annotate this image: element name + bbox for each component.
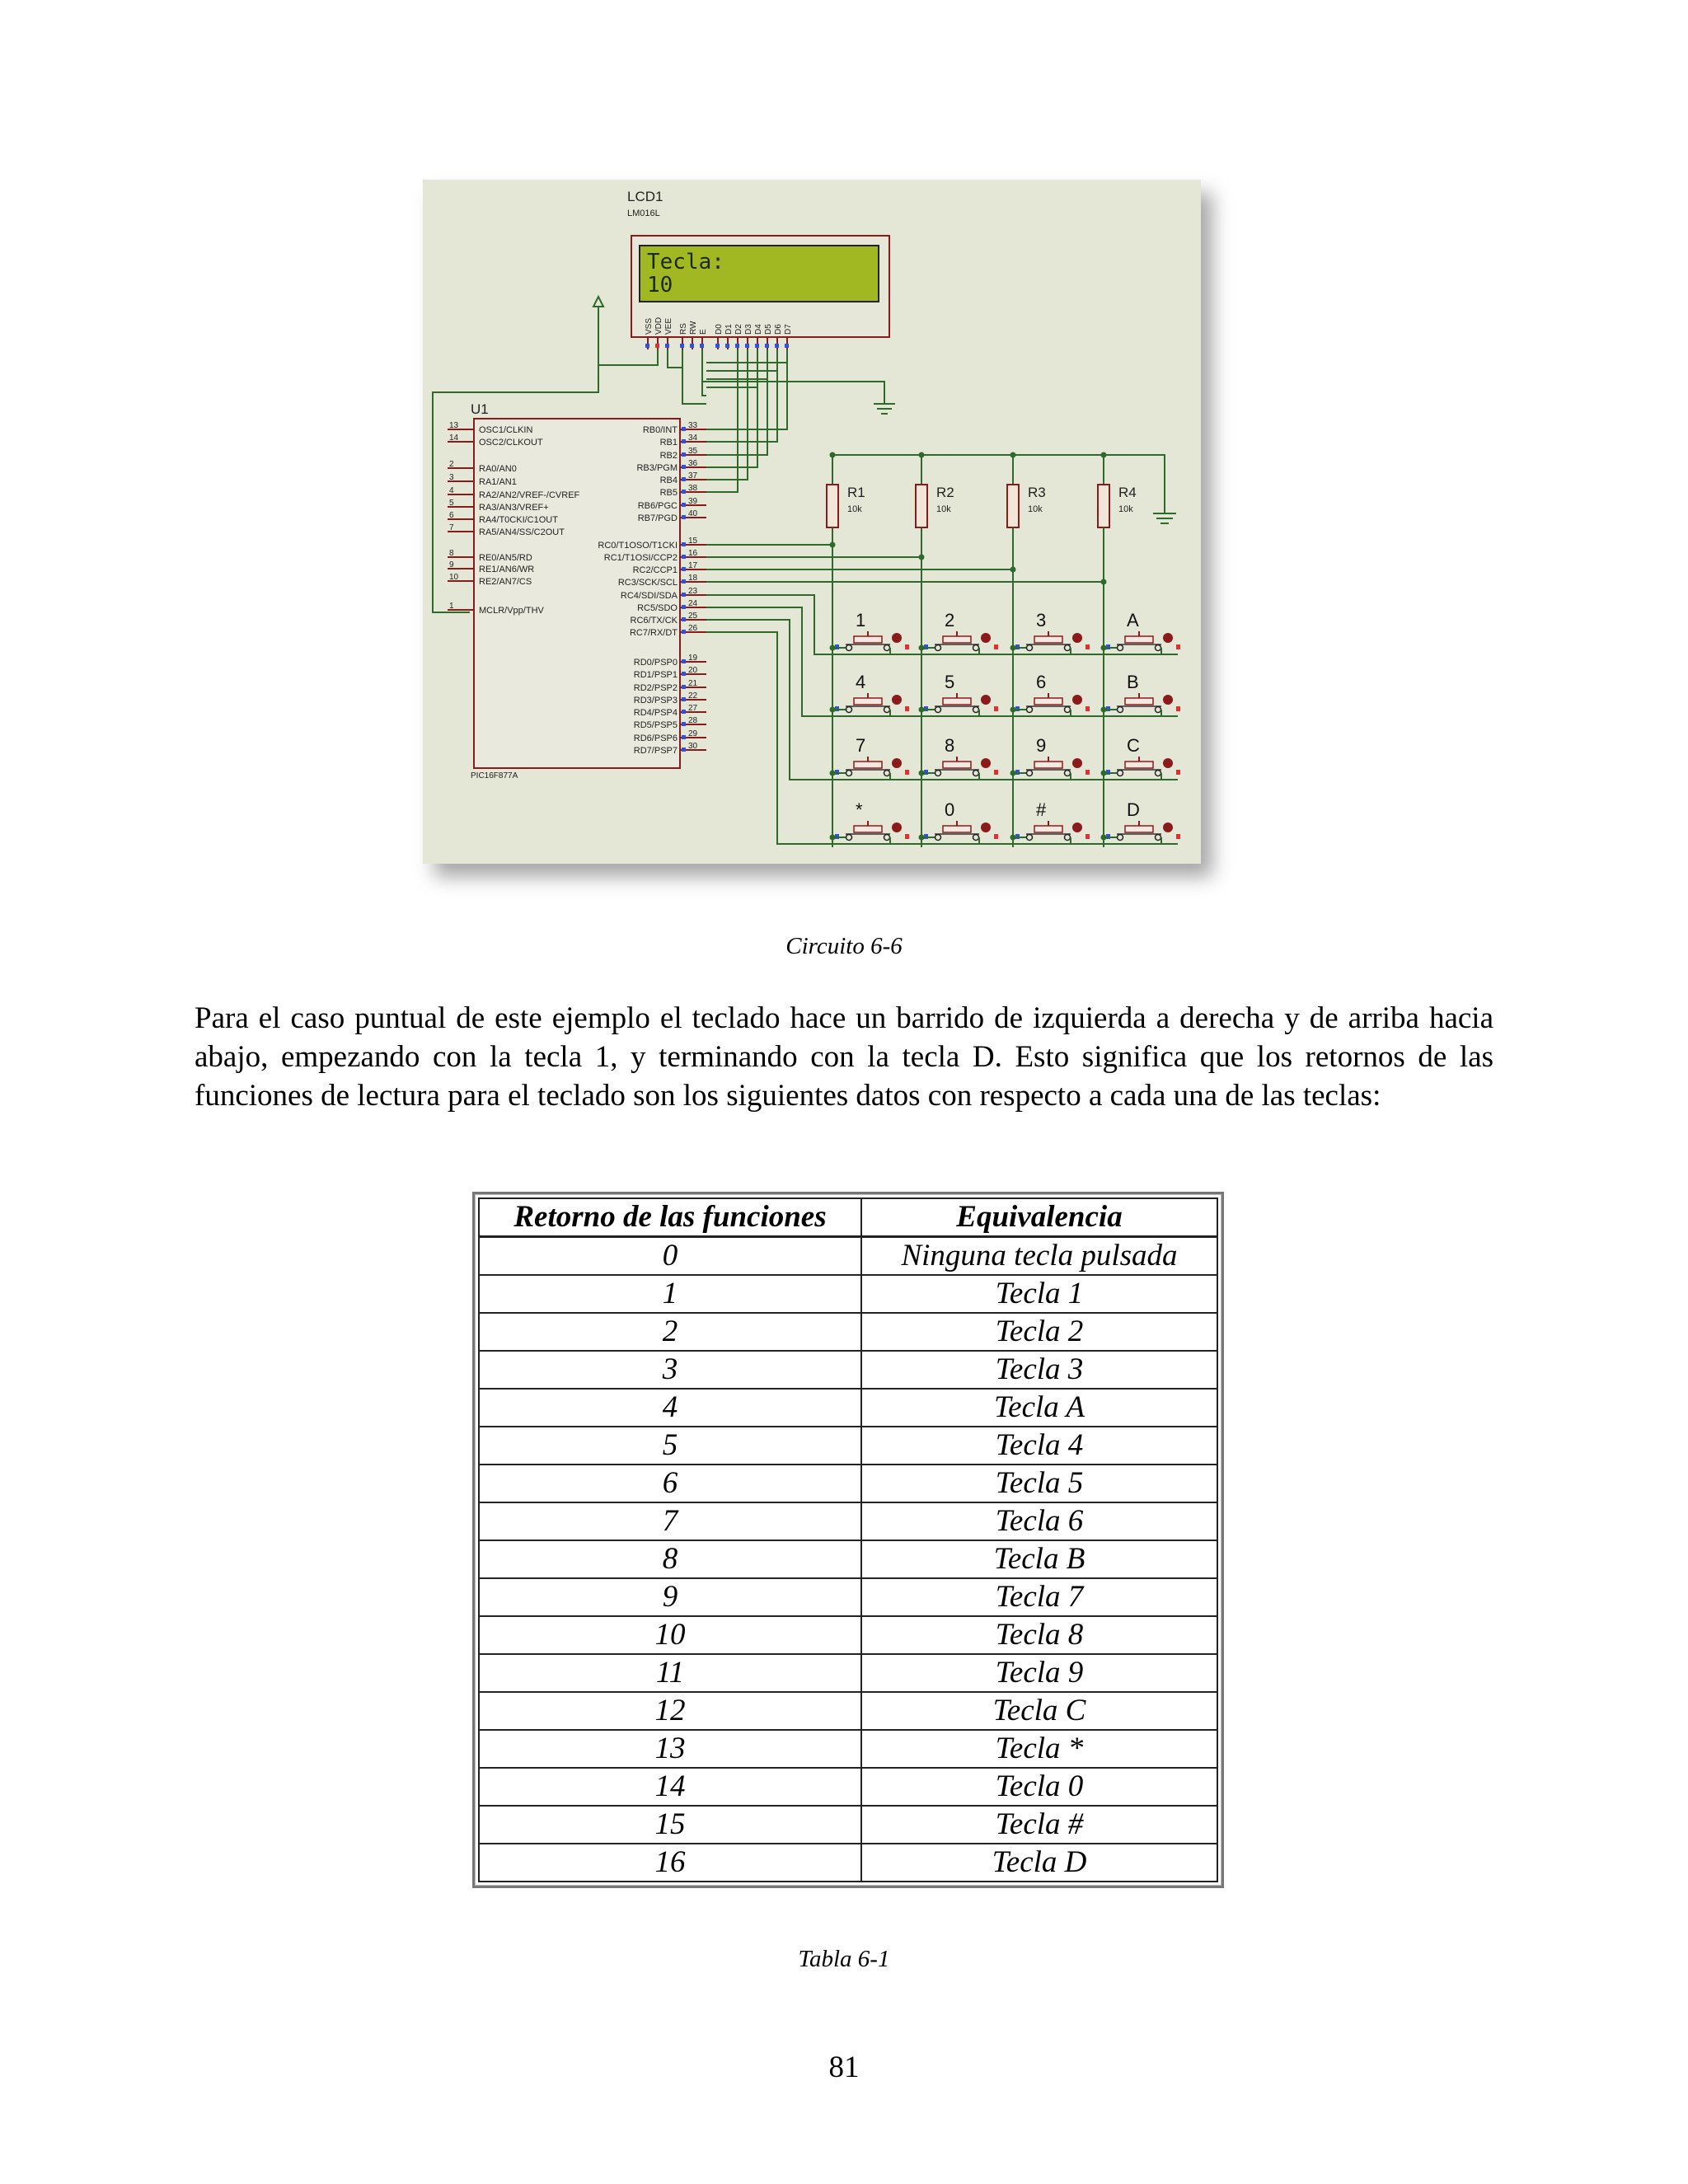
- equivalence-cell: Tecla 0: [861, 1768, 1217, 1806]
- key-label: 2: [945, 610, 955, 630]
- mcu-pin-number: 5: [449, 499, 454, 508]
- mcu-name: U1: [471, 401, 489, 417]
- pin-marker: [1176, 644, 1180, 649]
- mcu-pin-number: 8: [449, 549, 454, 558]
- return-value-cell: 16: [479, 1844, 861, 1882]
- wire-junction: [919, 645, 925, 651]
- pin-marker: [682, 503, 686, 507]
- mcu-pin-label: RD5/PSP5: [633, 720, 678, 730]
- return-value-cell: 15: [479, 1806, 861, 1844]
- pin-marker: [994, 644, 998, 649]
- key-cap: [854, 698, 882, 705]
- key-label: 7: [856, 735, 866, 756]
- mcu-pin-label: RA2/AN2/VREF-/CVREF: [479, 490, 580, 500]
- table-row: [479, 1730, 1217, 1768]
- mcu-pin-number: 17: [688, 561, 698, 570]
- key-indicator: [981, 758, 991, 768]
- table-caption: Tabla 6-1: [798, 1946, 890, 1972]
- equivalence-cell: Tecla 4: [861, 1427, 1217, 1465]
- page-number: 81: [828, 2050, 860, 2084]
- pin-marker: [682, 710, 686, 714]
- equivalence-cell: Tecla A: [861, 1389, 1217, 1427]
- key-cap: [1125, 762, 1153, 768]
- table-row: [479, 1237, 1217, 1276]
- wire-junction: [1010, 707, 1016, 713]
- mcu-pin-label: RC6/TX/CK: [630, 616, 678, 626]
- mcu-pin-number: 23: [688, 587, 698, 596]
- return-value-cell: 1: [479, 1275, 861, 1313]
- mcu-pin-label: OSC2/CLKOUT: [479, 438, 543, 448]
- equivalence-cell: Tecla 7: [861, 1578, 1217, 1616]
- key-label: 6: [1036, 672, 1047, 692]
- pin-marker: [682, 477, 686, 481]
- mcu-pin-label: RC4/SDI/SDA: [620, 591, 678, 601]
- return-value-cell: 12: [479, 1692, 861, 1730]
- equivalence-cell: Tecla B: [861, 1540, 1217, 1578]
- pin-marker: [682, 722, 686, 726]
- key-indicator: [981, 695, 991, 705]
- mcu-pin-label: RB5: [659, 488, 678, 498]
- table-row: [479, 1275, 1217, 1313]
- key-cap: [1125, 636, 1153, 643]
- wire-junction: [919, 835, 925, 841]
- mcu-pin-label: RB7/PGD: [637, 513, 678, 523]
- key-indicator: [1072, 695, 1082, 705]
- key-indicator: [1163, 633, 1173, 643]
- resistor-body: [916, 485, 927, 527]
- circuit-figure: [423, 180, 1201, 864]
- equivalence-cell: Tecla 9: [861, 1654, 1217, 1692]
- key-cap: [1125, 826, 1153, 832]
- pin-marker: [682, 567, 686, 571]
- equivalence-cell: Tecla 1: [861, 1275, 1217, 1313]
- pin-marker: [1176, 770, 1180, 775]
- key-indicator: [1163, 823, 1173, 832]
- mcu-pin-label: RC2/CCP1: [632, 565, 678, 575]
- key-label: B: [1127, 672, 1139, 692]
- lcd-pin-name: D6: [774, 324, 783, 335]
- pin-marker: [682, 659, 686, 663]
- wire-junction: [919, 771, 925, 776]
- return-value-cell: 2: [479, 1313, 861, 1351]
- equivalence-cell: Tecla C: [861, 1692, 1217, 1730]
- mcu-pin-number: 13: [449, 421, 459, 430]
- return-value-cell: 7: [479, 1502, 861, 1540]
- mcu-pin-label: RA3/AN3/VREF+: [479, 503, 549, 513]
- circuit-schematic: [423, 180, 1201, 864]
- lcd-pin-name: VDD: [654, 316, 663, 335]
- pin-marker: [905, 706, 909, 711]
- mcu-pin-number: 36: [688, 459, 698, 468]
- wire-junction: [1010, 835, 1016, 841]
- return-value-cell: 14: [479, 1768, 861, 1806]
- key-label: 5: [945, 672, 955, 692]
- pin-marker: [745, 344, 749, 348]
- resistor-body: [1007, 485, 1019, 527]
- pin-marker: [725, 344, 729, 348]
- pin-marker: [682, 593, 686, 597]
- return-value-cell: 6: [479, 1465, 861, 1502]
- mcu-pin-number: 16: [688, 549, 698, 558]
- key-label: #: [1036, 799, 1047, 820]
- header-equivalence: Equivalencia: [861, 1198, 1217, 1237]
- wire-junction: [830, 542, 836, 548]
- pin-marker: [755, 344, 759, 348]
- pin-marker: [682, 555, 686, 559]
- table-row: [479, 1540, 1217, 1578]
- equivalence-cell: Tecla 5: [861, 1465, 1217, 1502]
- key-indicator: [1163, 695, 1173, 705]
- key-label: C: [1127, 735, 1140, 756]
- pin-marker: [1085, 644, 1090, 649]
- pin-marker: [715, 344, 720, 348]
- table-row: [479, 1616, 1217, 1654]
- key-cap: [854, 826, 882, 832]
- resistor-name: R1: [847, 485, 865, 500]
- key-label: 4: [856, 672, 866, 692]
- mcu-pin-number: 37: [688, 471, 698, 480]
- pin-marker: [700, 344, 704, 348]
- mcu-pin-label: RE2/AN7/CS: [479, 577, 532, 587]
- mcu-pin-label: RB3/PGM: [636, 463, 678, 473]
- pin-marker: [682, 452, 686, 457]
- equivalence-cell: Tecla 8: [861, 1616, 1217, 1654]
- table-row: [479, 1502, 1217, 1540]
- return-value-cell: 4: [479, 1389, 861, 1427]
- table-row: [479, 1844, 1217, 1882]
- wire-junction: [830, 771, 836, 776]
- mcu-pin-number: 4: [449, 486, 454, 495]
- pin-marker: [682, 439, 686, 443]
- lcd-line-2: 10: [647, 273, 673, 298]
- pin-marker: [1085, 706, 1090, 711]
- mcu-pin-label: MCLR/Vpp/THV: [479, 606, 544, 616]
- pin-marker: [765, 344, 769, 348]
- mcu-pin-number: 28: [688, 716, 698, 725]
- mcu-pin-number: 22: [688, 691, 698, 701]
- key-label: 0: [945, 799, 955, 820]
- wire-junction: [1101, 645, 1107, 651]
- lcd-pin-name: VEE: [664, 317, 673, 335]
- pin-marker: [665, 344, 669, 348]
- wire-junction: [830, 645, 836, 651]
- key-cap: [1034, 826, 1062, 832]
- mcu-pin-number: 38: [688, 484, 698, 493]
- wire-junction: [1010, 645, 1016, 651]
- return-value-cell: 8: [479, 1540, 861, 1578]
- table-row: [479, 1427, 1217, 1465]
- key-label: 3: [1036, 610, 1047, 630]
- mcu-pin-label: RC0/T1OSO/T1CKI: [598, 541, 678, 551]
- pin-marker: [682, 630, 686, 634]
- table-row: [479, 1465, 1217, 1502]
- key-label: 1: [856, 610, 866, 630]
- mcu-pin-label: RA5/AN4/SS/C2OUT: [479, 527, 565, 537]
- table-row: [479, 1654, 1217, 1692]
- table-header-row: [479, 1198, 1217, 1237]
- wire-junction: [1010, 771, 1016, 776]
- key-indicator: [1163, 758, 1173, 768]
- pin-marker: [682, 685, 686, 689]
- key-cap: [854, 636, 882, 643]
- pin-marker: [682, 465, 686, 469]
- lcd-pin-name: RS: [679, 323, 688, 335]
- key-indicator: [892, 758, 902, 768]
- mcu-pin-label: RA1/AN1: [479, 477, 517, 487]
- mcu-pin-number: 10: [449, 573, 459, 582]
- pin-marker: [680, 344, 684, 348]
- key-indicator: [1072, 758, 1082, 768]
- mcu-pin-number: 20: [688, 666, 698, 675]
- key-cap: [1034, 698, 1062, 705]
- mcu-pin-label: RD4/PSP4: [633, 708, 678, 718]
- pin-marker: [905, 770, 909, 775]
- key-cap: [943, 636, 971, 643]
- resistor-value: 10k: [936, 504, 951, 514]
- pin-marker: [655, 344, 659, 348]
- mcu-pin-label: RC5/SDO: [637, 603, 678, 613]
- resistor-value: 10k: [847, 504, 862, 514]
- lcd-pin-name: D0: [715, 324, 724, 335]
- mcu-pin-number: 2: [449, 460, 454, 469]
- mcu-pin-number: 1: [449, 602, 454, 611]
- mcu-pin-number: 14: [449, 434, 459, 443]
- return-value-cell: 10: [479, 1616, 861, 1654]
- mcu-pin-number: 21: [688, 679, 698, 688]
- mcu-pin-number: 25: [688, 612, 698, 621]
- pin-marker: [645, 344, 649, 348]
- pin-marker: [690, 344, 694, 348]
- key-label: 9: [1036, 735, 1047, 756]
- mcu-pin-label: RB1: [659, 438, 678, 448]
- mcu-pin-label: RD7/PSP7: [633, 746, 678, 756]
- key-indicator: [892, 695, 902, 705]
- table-row: [479, 1578, 1217, 1616]
- mcu-pin-number: 29: [688, 729, 698, 738]
- mcu-pin-label: RA0/AN0: [479, 464, 517, 474]
- key-label: *: [856, 799, 863, 820]
- pin-marker: [682, 672, 686, 676]
- resistor-value: 10k: [1118, 504, 1133, 514]
- key-cap: [854, 762, 882, 768]
- pin-marker: [994, 770, 998, 775]
- resistor-body: [827, 485, 838, 527]
- pin-marker: [682, 427, 686, 431]
- key-cap: [1034, 636, 1062, 643]
- mcu-pin-number: 24: [688, 599, 698, 608]
- equivalence-cell: Tecla *: [861, 1730, 1217, 1768]
- wire-junction: [1010, 567, 1016, 573]
- pin-marker: [682, 542, 686, 546]
- return-value-cell: 11: [479, 1654, 861, 1692]
- resistor-name: R3: [1028, 485, 1046, 500]
- lcd-pin-name: D7: [784, 324, 793, 335]
- mcu-pin-number: 7: [449, 523, 454, 532]
- return-value-cell: 5: [479, 1427, 861, 1465]
- pin-marker: [775, 344, 779, 348]
- lcd-pin-name: D4: [754, 324, 763, 335]
- pin-marker: [682, 697, 686, 701]
- table-row: [479, 1806, 1217, 1844]
- return-value-cell: 0: [479, 1237, 861, 1276]
- lcd-name: LCD1: [627, 189, 663, 204]
- table-row: [479, 1768, 1217, 1806]
- lcd-model: LM016L: [627, 209, 660, 218]
- equivalence-cell: Tecla 3: [861, 1351, 1217, 1389]
- key-cap: [943, 698, 971, 705]
- mcu-pin-label: RE1/AN6/WR: [479, 565, 535, 574]
- mcu-pin-number: 19: [688, 654, 698, 663]
- equivalence-cell: Tecla 2: [861, 1313, 1217, 1351]
- mcu-pin-number: 35: [688, 447, 698, 456]
- resistor-name: R4: [1118, 485, 1137, 500]
- pin-marker: [994, 706, 998, 711]
- resistor-name: R2: [936, 485, 954, 500]
- header-return: Retorno de las funciones: [479, 1198, 861, 1237]
- lcd-pin-name: E: [699, 329, 708, 335]
- lcd-pin-name: RW: [689, 321, 698, 335]
- wire-junction: [830, 835, 836, 841]
- equivalence-table: [478, 1197, 1218, 1882]
- equivalence-cell: Tecla #: [861, 1806, 1217, 1844]
- wire-junction: [1101, 771, 1107, 776]
- mcu-pin-number: 39: [688, 497, 698, 506]
- mcu-pin-number: 33: [688, 421, 698, 430]
- wire-junction: [1101, 707, 1107, 713]
- mcu-pin-number: 15: [688, 537, 698, 546]
- return-value-cell: 9: [479, 1578, 861, 1616]
- mcu-pin-label: RE0/AN5/RD: [479, 553, 532, 563]
- key-cap: [943, 762, 971, 768]
- lcd-pin-name: D3: [744, 324, 753, 335]
- body-paragraph: Para el caso puntual de este ejemplo el teclado hace un barrido de izquierda a derecha y de arriba hacia abajo, empezando con la tecla 1, y terminando con la tecla D. Esto significa que los retornos de las funciones de lectura para el teclado son los siguientes datos con respecto a cada una de las teclas:: [195, 1001, 1493, 1113]
- key-indicator: [892, 823, 902, 832]
- mcu-pin-number: 26: [688, 624, 698, 633]
- pin-marker: [682, 515, 686, 519]
- key-label: A: [1127, 610, 1139, 630]
- mcu-pin-number: 27: [688, 704, 698, 713]
- return-value-cell: 13: [479, 1730, 861, 1768]
- pin-marker: [1085, 834, 1090, 839]
- lcd-pin-name: VSS: [645, 317, 654, 335]
- mcu-pin-label: RC3/SCK/SCL: [617, 578, 678, 588]
- key-indicator: [981, 633, 991, 643]
- pin-marker: [905, 644, 909, 649]
- mcu-pin-label: RB2: [659, 451, 678, 461]
- pin-marker: [1085, 770, 1090, 775]
- table-row: [479, 1389, 1217, 1427]
- mcu-pin-number: 3: [449, 473, 454, 482]
- equivalence-cell: Tecla 6: [861, 1502, 1217, 1540]
- table-row: [479, 1351, 1217, 1389]
- wire-junction: [1101, 835, 1107, 841]
- resistor-value: 10k: [1028, 504, 1043, 514]
- mcu-pin-label: RB0/INT: [642, 425, 678, 435]
- return-value-cell: 3: [479, 1351, 861, 1389]
- mcu-pin-number: 9: [449, 560, 454, 569]
- mcu-pin-label: RB6/PGC: [637, 501, 678, 511]
- resistor-body: [1098, 485, 1109, 527]
- mcu-pin-label: RC1/T1OSI/CCP2: [603, 553, 678, 563]
- pin-marker: [682, 617, 686, 621]
- mcu-pin-label: RD1/PSP1: [633, 670, 678, 680]
- equivalence-cell: Ninguna tecla pulsada: [861, 1237, 1217, 1276]
- lcd-line-1: Tecla:: [647, 250, 724, 274]
- key-label: D: [1127, 799, 1140, 820]
- key-cap: [1125, 698, 1153, 705]
- key-indicator: [981, 823, 991, 832]
- wire-junction: [830, 707, 836, 713]
- mcu-pin-label: RD0/PSP0: [633, 658, 678, 668]
- wire-junction: [919, 555, 925, 560]
- equivalence-cell: Tecla D: [861, 1844, 1217, 1882]
- pin-marker: [682, 735, 686, 739]
- equivalence-table-frame: [472, 1192, 1224, 1888]
- key-cap: [943, 826, 971, 832]
- pin-marker: [682, 490, 686, 494]
- pin-marker: [682, 605, 686, 609]
- mcu-pin-label: RD3/PSP3: [633, 696, 678, 705]
- mcu-pin-label: RA4/T0CKI/C1OUT: [479, 515, 558, 525]
- mcu-pin-number: 30: [688, 742, 698, 751]
- table-row: [479, 1692, 1217, 1730]
- mcu-pin-label: RD6/PSP6: [633, 733, 678, 743]
- mcu-pin-label: RD2/PSP2: [633, 683, 678, 693]
- key-label: 8: [945, 735, 955, 756]
- key-indicator: [1072, 823, 1082, 832]
- pin-marker: [994, 834, 998, 839]
- wire-junction: [919, 707, 925, 713]
- key-cap: [1034, 762, 1062, 768]
- wire-junction: [1101, 579, 1107, 585]
- table-row: [479, 1313, 1217, 1351]
- mcu-pin-number: 18: [688, 574, 698, 583]
- key-indicator: [1072, 633, 1082, 643]
- pin-marker: [682, 748, 686, 752]
- pin-marker: [1176, 834, 1180, 839]
- pin-marker: [682, 579, 686, 583]
- pin-marker: [905, 834, 909, 839]
- mcu-pin-number: 34: [688, 434, 698, 443]
- mcu-pin-number: 40: [688, 509, 698, 518]
- mcu-pin-label: RC7/RX/DT: [629, 628, 678, 638]
- pin-marker: [1176, 706, 1180, 711]
- pin-marker: [735, 344, 739, 348]
- mcu-pin-label: RB4: [659, 476, 678, 485]
- mcu-pin-label: OSC1/CLKIN: [479, 425, 533, 435]
- lcd-pin-name: D5: [764, 324, 773, 335]
- key-indicator: [892, 633, 902, 643]
- figure-caption: Circuito 6-6: [785, 933, 903, 959]
- mcu-model: PIC16F877A: [471, 771, 518, 780]
- pin-marker: [785, 344, 789, 348]
- lcd-pin-name: D2: [734, 324, 743, 335]
- mcu-pin-number: 6: [449, 511, 454, 520]
- lcd-pin-name: D1: [724, 324, 734, 335]
